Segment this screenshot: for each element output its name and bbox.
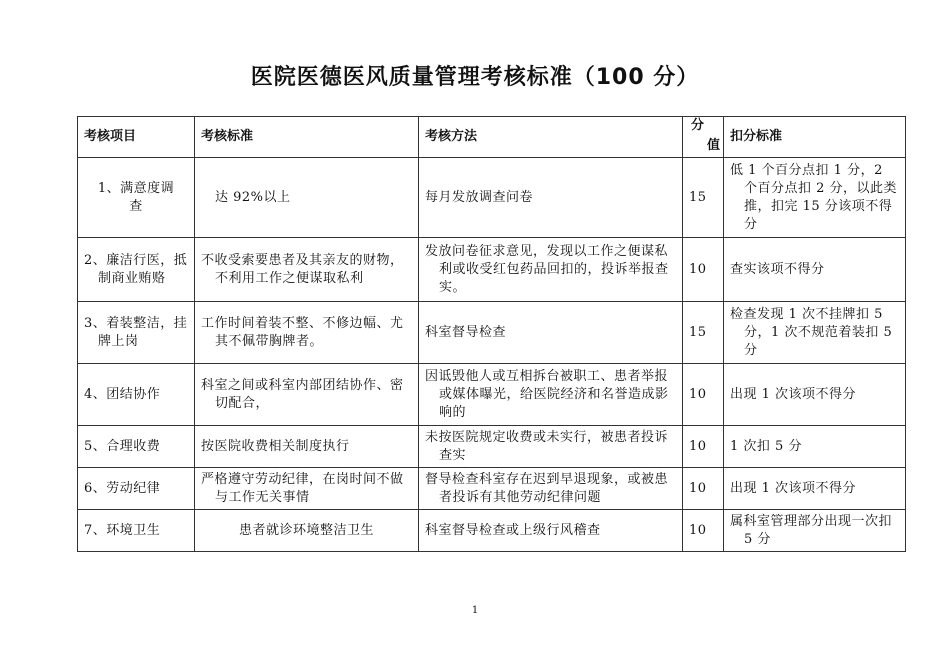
cell-deduction: 查实该项不得分 [724,238,906,302]
header-standard: 考核标准 [195,117,419,158]
table-row [78,302,906,364]
header-score-char1: 分 [691,118,705,133]
cell-standard: 按医院收费相关制度执行 [195,426,419,468]
header-method: 考核方法 [419,117,683,158]
cell-item: 6、劳动纪律 [78,468,195,510]
cell-item: 4、团结协作 [78,364,195,426]
cell-item: 3、着装整洁，挂牌上岗 [78,302,195,364]
cell-standard: 达 92%以上 [195,158,419,238]
cell-score: 10 [683,426,724,468]
table-row [78,238,906,302]
cell-deduction: 低 1 个百分点扣 1 分，2 个百分点扣 2 分，以此类推，扣完 15 分该项不得分 [724,158,906,238]
cell-score: 15 [683,302,724,364]
header-deduction: 扣分标准 [724,117,906,158]
cell-score: 10 [683,468,724,510]
cell-score: 10 [683,364,724,426]
table-row [78,426,906,468]
cell-deduction: 检查发现 1 次不挂牌扣 5 分，1 次不规范着装扣 5 分 [724,302,906,364]
cell-method: 科室督导检查或上级行风稽查 [419,510,683,552]
cell-item: 7、环境卫生 [78,510,195,552]
assessment-table [77,116,906,552]
table-row [78,364,906,426]
cell-score: 10 [683,238,724,302]
document-title: 医院医德医风质量管理考核标准（100 分） [250,65,700,90]
table-row [78,510,906,552]
cell-method: 每月发放调查问卷 [419,158,683,238]
page-number: 1 [471,605,479,616]
cell-method: 发放问卷征求意见，发现以工作之便谋私利或收受红包药品回扣的，投诉举报查实。 [419,238,683,302]
header-score-char2: 值 [707,138,721,153]
cell-deduction: 1 次扣 5 分 [724,426,906,468]
cell-method: 未按医院规定收费或未实行，被患者投诉 查实 [419,426,683,468]
cell-method: 督导检查科室存在迟到早退现象，或被患者投诉有其他劳动纪律问题 [419,468,683,510]
header-score [683,117,724,158]
cell-standard: 不收受索要患者及其亲友的财物，不利用工作之便谋取私利 [195,238,419,302]
table-header-row [78,117,906,158]
cell-item: 1、满意度调查 [78,158,195,238]
cell-item: 2、廉洁行医，抵制商业贿赂 [78,238,195,302]
cell-standard: 患者就诊环境整洁卫生 [195,510,419,552]
header-item: 考核项目 [78,117,195,158]
cell-standard: 严格遵守劳动纪律，在岗时间不做与工作无关事情 [195,468,419,510]
cell-method: 因诋毁他人或互相拆台被职工、患者举报或媒体曝光，给医院经济和名誉造成影响的 [419,364,683,426]
cell-deduction: 属科室管理部分出现一次扣 5 分 [724,510,906,552]
cell-deduction: 出现 1 次该项不得分 [724,468,906,510]
cell-method: 科室督导检查 [419,302,683,364]
cell-score: 15 [683,158,724,238]
table-row [78,158,906,238]
table-row [78,468,906,510]
cell-score: 10 [683,510,724,552]
cell-standard: 工作时间着装不整、不修边幅、尤其不佩带胸牌者。 [195,302,419,364]
cell-deduction: 出现 1 次该项不得分 [724,364,906,426]
cell-standard: 科室之间或科室内部团结协作、密切配合， [195,364,419,426]
cell-item: 5、合理收费 [78,426,195,468]
